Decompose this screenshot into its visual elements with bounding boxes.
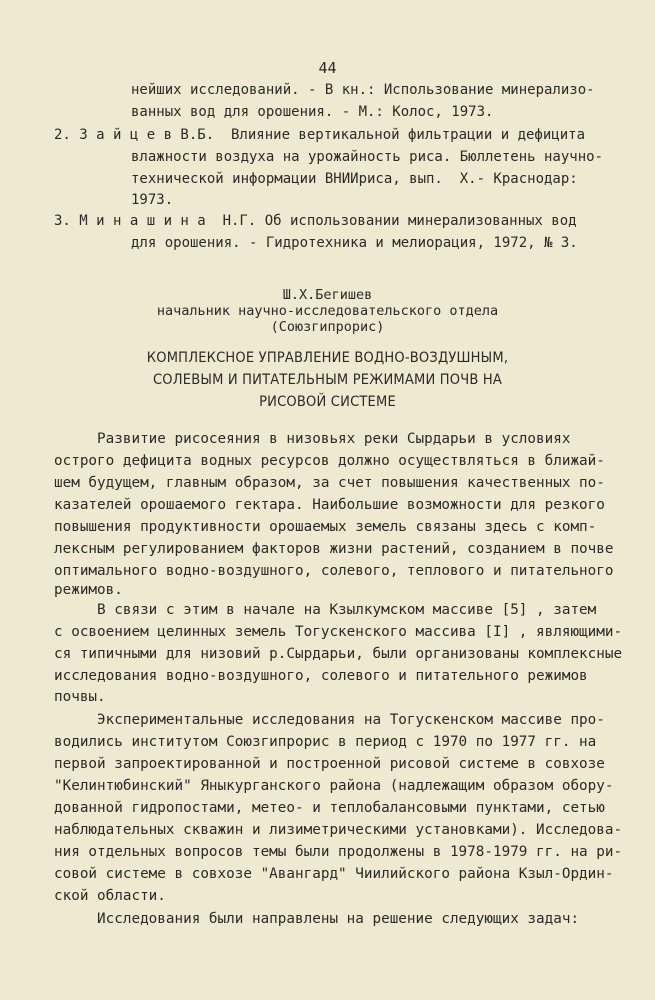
paragraph-line: ся типичными для низовий р.Сырдарьи, были организованы комплексные: [54, 646, 623, 662]
reference-item-2-line: влажности воздуха на урожайность риса. Бюллетень научно-: [131, 149, 604, 165]
paragraph-line: Экспериментальные исследования на Тогускенском массиве про-: [54, 712, 605, 728]
paragraph-line: оптимального водно-воздушного, солевого, теплового и питательного: [54, 563, 614, 579]
reference-item-2: 2. З а й ц е в В.Б. Влияние вертикальной фильтрации и дефицита: [54, 127, 586, 143]
paragraph-line: Исследования были направлены на решение следующих задач:: [54, 911, 580, 927]
author-name: Ш.Х.Бегишев: [282, 287, 373, 303]
paragraph-line: ния отдельных вопросов темы были продолжены в 1978-1979 гг. на ри-: [54, 844, 623, 860]
paragraph-line: острого дефицита водных ресурсов должно осуществляться в ближай-: [54, 453, 605, 469]
paragraph-line: шем будущем, главным образом, за счет повышения качественных по-: [54, 475, 605, 491]
paragraph-line: казателей орошаемого гектара. Наибольшие возможности для резкого: [54, 497, 605, 513]
paragraph-line: дованной гидропостами, метео- и теплобалансовыми пунктами, сетью: [54, 800, 605, 816]
reference-item-3-line: для орошения. - Гидротехника и мелиорация, 1972, № 3.: [131, 235, 578, 251]
paragraph-line: Развитие рисосеяния в низовьях реки Сырдарьи в условиях: [54, 431, 571, 447]
paragraph-line: наблюдательных скважин и лизиметрическими установками). Исследова-: [54, 822, 623, 838]
paragraph-line: совой системе в совхозе "Авангард" Чиилийского района Кзыл-Ордин-: [54, 866, 614, 882]
paragraph-line: первой запроектированной и построенной рисовой системе в совхозе: [54, 756, 605, 772]
paragraph-line: В связи с этим в начале на Кзылкумском массиве [5] , затем: [54, 602, 597, 618]
paragraph-line: режимов.: [54, 582, 123, 598]
paragraph-line: водились институтом Союзгипрорис в период с 1970 по 1977 гг. на: [54, 734, 597, 750]
title-line: КОМПЛЕКСНОЕ УПРАВЛЕНИЕ ВОДНО-ВОЗДУШНЫМ,: [146, 350, 509, 366]
paragraph-line: "Келинтюбинский" Яныкурганского района (надлежащим образом обору-: [54, 778, 614, 794]
paragraph-line: исследования водно-воздушного, солевого и питательного режимов: [54, 668, 588, 684]
page-number: 44: [318, 59, 337, 77]
reference-continuation-line: ванных вод для орошения. - М.: Колос, 1973.: [131, 104, 494, 120]
reference-item-3: 3. М и н а ш и н а Н.Г. Об использовании минерализованных вод: [54, 213, 577, 229]
paragraph-line: с освоением целинных земель Тогускенского массива [I] , являющими-: [54, 624, 623, 640]
author-position: начальник научно-исследовательского отдела: [156, 303, 499, 319]
reference-item-2-line: 1973.: [131, 192, 174, 208]
author-organization: (Союзгипрорис): [270, 319, 385, 335]
title-line: РИСОВОЙ СИСТЕМЕ: [259, 394, 396, 410]
paragraph-line: почвы.: [54, 689, 106, 705]
title-line: СОЛЕВЫМ И ПИТАТЕЛЬНЫМ РЕЖИМАМИ ПОЧВ НА: [152, 372, 503, 388]
paragraph-line: повышения продуктивности орошаемых земель связаны здесь с комп-: [54, 519, 597, 535]
paragraph-line: ской области.: [54, 888, 166, 904]
reference-continuation-line: нейших исследований. - В кн.: Использование минерализо-: [131, 82, 595, 98]
reference-item-2-line: технической информации ВНИИриса, вып. Х.- Краснодар:: [131, 171, 578, 187]
paragraph-line: лексным регулированием факторов жизни растений, созданием в почве: [54, 541, 614, 557]
